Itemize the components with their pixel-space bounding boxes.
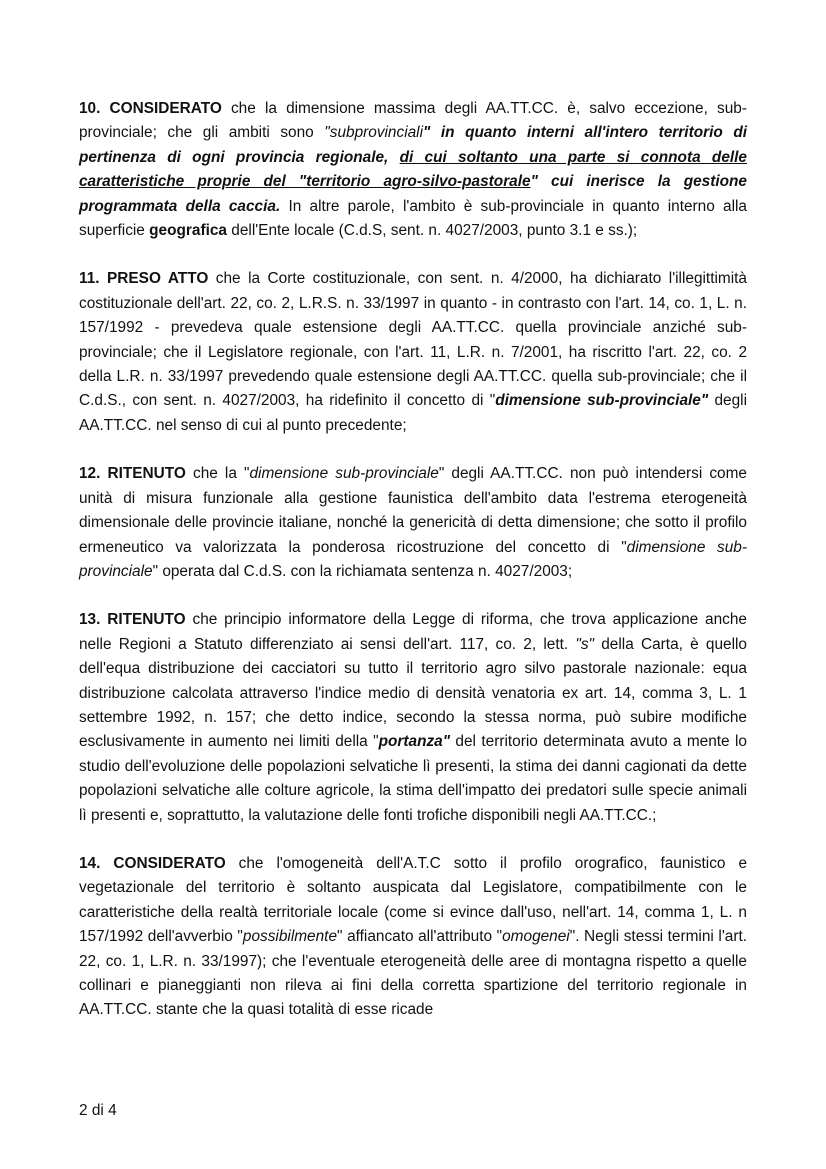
paragraph-text-segment: " degli AA.TT.CC. non può intendersi come unità di misura funzionale alla gestione faunistica dell'ambito data l'estrema eterogeneità dimensionale delle provincie italiane, nonché la genericità di detta dimensione; che sotto il profilo ermeneutico va valorizzata la ponderosa ricostruzione del concetto di " (79, 465, 747, 556)
paragraph-text-segment: "s" (575, 635, 595, 653)
paragraph-text-segment: geografica (149, 222, 227, 240)
paragraph-text-segment: che la " (185, 465, 250, 483)
paragraph-text-segment: della Carta, è quello dell'equa distribuzione dei cacciatori su tutto il territorio agro silvo pastorale nazionale: equa distribuzione calcolata attraverso l'indice medio di densità venatoria ex art. 14, comma 3, L. 1 settembre 1992, n. 157; che detto indice, secondo la stessa norma, può subire modifiche esclusivamente in aumento nei limiti della " (79, 635, 747, 751)
paragraph-text-segment: del territorio determinata avuto a mente lo studio dell'evoluzione delle popolazioni selvatiche lì presenti, la stima dei danni cagionati da dette popolazioni selvatiche alle colture agricole, la stima dell'impatto dei predatori sulle specie animali lì presenti e, soprattutto, la valutazione delle fonti trofiche disponibili negli AA.TT.CC.; (79, 733, 747, 824)
paragraph-text-segment: 11. PRESO ATTO (79, 270, 209, 288)
paragraph-text-segment: degli AA.TT.CC. nel senso di cui al punto precedente; (79, 392, 747, 434)
paragraph-11 (79, 267, 747, 438)
page-number: 2 di 4 (79, 1102, 117, 1119)
paragraph-text-segment: " operata dal C.d.S. con la richiamata sentenza n. 4027/2003; (152, 562, 573, 580)
paragraph-text-segment: 13. RITENUTO (79, 611, 186, 629)
paragraph-13 (79, 608, 747, 828)
paragraph-text-segment: "subprovinciali (324, 124, 424, 142)
paragraph-text-segment: " affiancato all'attributo " (337, 928, 503, 946)
paragraph-text-segment: 12. RITENUTO (79, 465, 186, 483)
paragraph-text-segment: " cui inerisce la gestione programmata della caccia. (79, 173, 747, 215)
paragraph-text-segment: 10. CONSIDERATO (79, 100, 222, 117)
paragraph-text-segment: dimensione sub-provinciale (79, 538, 747, 580)
paragraph-14 (79, 852, 747, 1023)
paragraph-text-segment: omogenei (502, 928, 570, 946)
paragraph-text-segment: dimensione sub-provinciale (249, 465, 439, 483)
document-body (79, 97, 747, 1047)
paragraph-text-segment: dell'Ente locale (C.d.S, sent. n. 4027/2003, punto 3.1 e ss.); (227, 222, 638, 240)
paragraph-text-segment: 14. CONSIDERATO (79, 854, 226, 872)
paragraph-text-segment: In altre parole, l'ambito è sub-provinciale in quanto interno alla superficie (79, 197, 747, 240)
paragraph-text-segment: possibilmente (242, 928, 338, 946)
paragraph-text-segment: che l'omogeneità dell'A.T.C sotto il profilo orografico, faunistico e vegetazionale del territorio è soltanto auspicata dal Legislatore, compatibilmente con le caratteristiche della realtà territoriale locale (come si evince dall'uso, nell'art. 14, comma 1, L. n 157/1992 dell'avverbio " (79, 854, 748, 946)
paragraph-text-segment: che principio informatore della Legge di riforma, che trova applicazione anche nelle Regioni a Statuto differenziato ai sensi dell'art. 117, co. 2, lett. (79, 611, 747, 653)
paragraph-text-segment: che la Corte costituzionale, con sent. n. 4/2000, ha dichiarato l'illegittimità costituzionale dell'art. 22, co. 2, L.R.S. n. 33/1997 in quanto - in contrasto con l'art. 14, co. 1, L. n. 157/1992 - prevedeva quale estensione degli AA.TT.CC. quella provinciale anziché sub-provinciale; che il Legislatore regionale, con l'art. 11, L.R. n. 7/2001, ha riscritto l'art. 22, co. 2 della L.R. n. 33/1997 prevedendo quale estensione degli AA.TT.CC. quella sub-provinciale; che il C.d.S., con sent. n. 4027/2003, ha ridefinito il concetto di " (79, 270, 747, 410)
paragraph-text-segment: dimensione sub-provinciale" (495, 392, 709, 410)
paragraph-text-segment: che la dimensione massima degli AA.TT.CC. è, salvo eccezione, sub-provinciale; che gli ambiti sono (79, 100, 747, 142)
paragraph-text-segment: di cui soltanto una parte si connota delle caratteristiche proprie del "territorio agro-silvo-pastorale (79, 148, 747, 191)
paragraph-12 (79, 462, 747, 584)
paragraph-text-segment: portanza" (378, 733, 451, 751)
paragraph-10 (79, 97, 747, 243)
paragraph-text-segment: " in quanto interni all'intero territorio di pertinenza di ogni provincia regionale, (79, 124, 747, 166)
paragraph-text-segment: ". Negli stessi termini l'art. 22, co. 1, L.R. n. 33/1997); che l'eventuale eterogeneità delle aree di montagna rispetto a quelle collinari e pianeggianti non rileva ai fini della corretta spartizione del territorio regionale in AA.TT.CC. stante che la quasi totalità di esse ricade (79, 928, 748, 1019)
